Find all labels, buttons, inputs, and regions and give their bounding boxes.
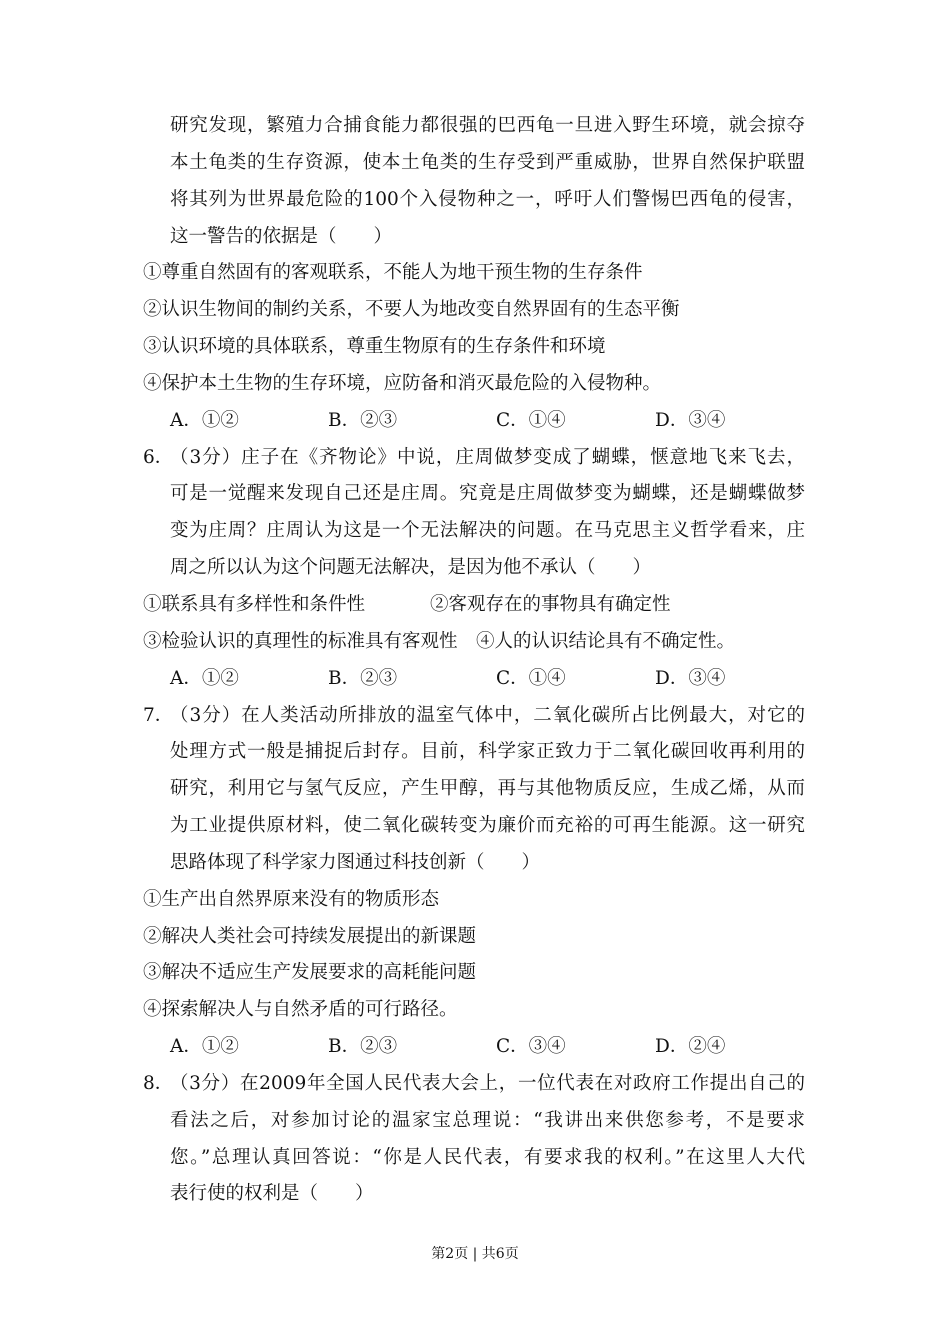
answer-choice: B．②③ [328, 1036, 398, 1058]
line-text: ②认识生物间的制约关系，不要人为地改变自然界固有的生态平衡 [143, 299, 680, 321]
line-text: 处理方式一般是捕捉后封存。目前，科学家正致力于二氧化碳回收再利用的 [170, 741, 805, 763]
answer-choice: B．②③ [328, 667, 398, 689]
answer-choices [0, 661, 950, 698]
line-text: 可是一觉醒来发现自己还是庄周。究竟是庄周做梦变为蝴蝶，还是蝴蝶做梦 [170, 483, 805, 505]
line-text: 研究发现，繁殖力合捕食能力都很强的巴西龟一旦进入野生环境，就会掠夺 [170, 115, 805, 136]
option-line [0, 955, 950, 992]
line-text: 表行使的权利是（ ） [170, 1183, 374, 1205]
text-line [0, 145, 950, 182]
answer-choice: D．②④ [655, 1036, 726, 1058]
text-line [0, 1140, 950, 1177]
option-line [0, 366, 950, 403]
line-text: 思路体现了科学家力图通过科技创新（ ） [170, 851, 541, 873]
text-line [0, 845, 950, 882]
line-text: ①生产出自然界原来没有的物质形态 [143, 888, 440, 910]
text-line [0, 550, 950, 587]
document-body [0, 108, 950, 1213]
answer-choice: A．①② [170, 1036, 239, 1058]
text-line [0, 1103, 950, 1140]
line-text: 变为庄周？庄周认为这是一个无法解决的问题。在马克思主义哲学看来，庄 [170, 520, 805, 542]
option-line [0, 919, 950, 956]
line-text: 将其列为世界最危险的100个入侵物种之一，呼吁人们警惕巴西龟的侵害， [170, 188, 805, 210]
answer-choices [0, 1029, 950, 1066]
answer-choice: C．①④ [496, 409, 566, 431]
option-line [0, 624, 950, 661]
line-text: （3分）在2009年全国人民代表大会上，一位代表在对政府工作提出自己的 [170, 1072, 805, 1094]
text-line [0, 476, 950, 513]
line-text: 本土龟类的生存资源，使本土龟类的生存受到严重威胁，世界自然保护联盟 [170, 151, 805, 173]
text-line [0, 734, 950, 771]
line-text: 为工业提供原材料，使二氧化碳转变为廉价而充裕的可再生能源。这一研究 [170, 815, 805, 837]
answer-choices [0, 403, 950, 440]
line-text: 看法之后，对参加讨论的温家宝总理说：“我讲出来供您参考，不是要求 [170, 1109, 805, 1131]
question-number: 8． [143, 1072, 174, 1094]
line-text: 研究，利用它与氢气反应，产生甲醇，再与其他物质反应，生成乙烯，从而 [170, 778, 805, 800]
line-text-second-option: ②客观存在的事物具有确定性 [430, 593, 671, 615]
line-text: ②解决人类社会可持续发展提出的新课题 [143, 925, 477, 947]
option-line [0, 255, 950, 292]
text-line [0, 219, 950, 256]
line-text: ③检验认识的真理性的标准具有客观性 ④人的认识结论具有不确定性。 [143, 630, 736, 652]
answer-choice: D．③④ [655, 667, 726, 689]
answer-choice: A．①② [170, 409, 239, 431]
answer-choice: C．③④ [496, 1036, 566, 1058]
line-text: ④探索解决人与自然矛盾的可行路径。 [143, 999, 458, 1021]
option-line [0, 587, 950, 624]
option-line [0, 329, 950, 366]
text-line [0, 513, 950, 550]
question-start-line [0, 1066, 950, 1103]
line-text: 周之所以认为这个问题无法解决，是因为他不承认（ ） [170, 557, 652, 579]
text-line [0, 182, 950, 219]
question-number: 7． [143, 704, 174, 726]
line-text: ③解决不适应生产发展要求的高耗能问题 [143, 962, 477, 984]
page-footer: 第2页 | 共6页 [431, 1246, 519, 1262]
text-line [0, 1176, 950, 1213]
answer-choice: C．①④ [496, 667, 566, 689]
line-text: （3分）庄子在《齐物论》中说，庄周做梦变成了蝴蝶，惬意地飞来飞去， [170, 446, 805, 468]
option-line [0, 882, 950, 919]
line-text: ③认识环境的具体联系，尊重生物原有的生存条件和环境 [143, 336, 606, 358]
text-line [0, 808, 950, 845]
option-line [0, 292, 950, 329]
answer-choice: B．②③ [328, 409, 398, 431]
line-text: 您。”总理认真回答说：“你是人民代表，有要求我的权利。”在这里人大代 [170, 1146, 805, 1168]
question-start-line [0, 440, 950, 477]
line-text: （3分）在人类活动所排放的温室气体中，二氧化碳所占比例最大，对它的 [170, 704, 805, 726]
line-text: ①尊重自然固有的客观联系，不能人为地干预生物的生存条件 [143, 262, 643, 284]
option-line [0, 992, 950, 1029]
answer-choice: A．①② [170, 667, 239, 689]
answer-choice: D．③④ [655, 409, 726, 431]
question-number: 6． [143, 446, 174, 468]
line-text: ④保护本土生物的生存环境，应防备和消灭最危险的入侵物种。 [143, 372, 662, 394]
text-line [0, 771, 950, 808]
question-start-line [0, 698, 950, 735]
line-text: ①联系具有多样性和条件性 [143, 593, 366, 615]
text-line [0, 108, 950, 145]
line-text: 这一警告的依据是（ ） [170, 225, 393, 247]
